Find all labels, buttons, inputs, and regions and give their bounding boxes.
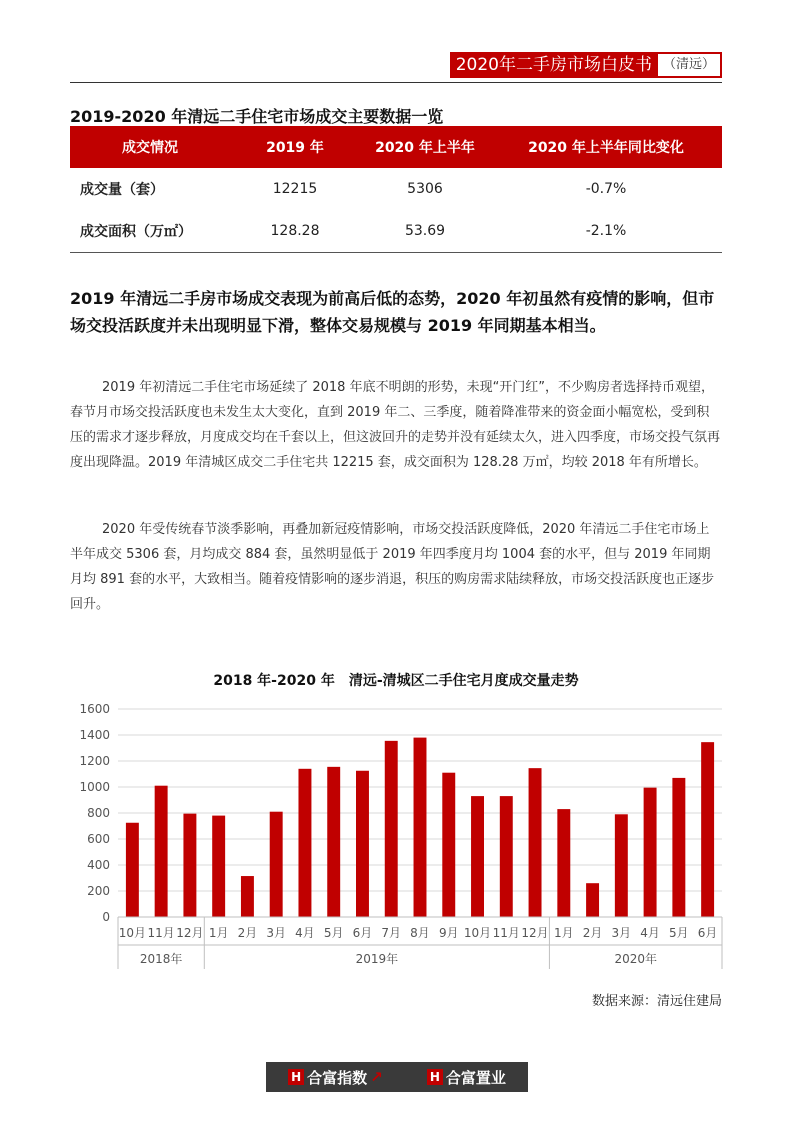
x-tick-label: 12月 — [521, 926, 549, 940]
brand-hopefluent-property — [427, 1067, 506, 1088]
table-title: 2019-2020 年清远二手住宅市场成交主要数据一览 — [70, 107, 444, 126]
bar — [155, 786, 168, 917]
header-city: （清远） — [658, 52, 722, 78]
y-tick-label: 1000 — [79, 780, 110, 794]
x-tick-label: 4月 — [640, 926, 660, 940]
bar — [356, 771, 369, 917]
logo-mark-icon: H — [427, 1069, 443, 1085]
x-tick-label: 3月 — [266, 926, 287, 940]
x-tick-label: 5月 — [323, 926, 344, 940]
bar — [471, 796, 484, 917]
x-tick-label: 12月 — [176, 926, 204, 940]
y-tick-label: 1400 — [79, 728, 110, 742]
bar — [672, 778, 685, 917]
table-header-cell: 2019 年 — [230, 126, 360, 168]
x-tick-label: 9月 — [438, 926, 459, 940]
x-tick-label: 2月 — [582, 926, 603, 940]
summary-table — [70, 126, 722, 253]
x-tick-label: 11月 — [147, 926, 175, 940]
bar — [385, 741, 398, 917]
header-badge — [450, 52, 722, 78]
chart-title: 2018 年-2020 年 清远-清城区二手住宅月度成交量走势 — [213, 673, 579, 689]
body-paragraph: 2020 年受传统春节淡季影响，再叠加新冠疫情影响，市场交投活跃度降低，2020 年清远二手住宅市场上半年成交 5306 套，月均成交 884 套，虽然明显低于 2019 年四季度月均 1004 套的水平，但与 2019 年同期月均 891 套的水平，大致相当。随着疫情影响的逐步消退，积压的购房需求陆续释放，市场交投活跃度也正逐步回升。 — [70, 522, 715, 612]
brand-name: 合富指数 — [307, 1068, 368, 1087]
y-tick-label: 200 — [87, 884, 110, 898]
x-tick-label: 1月 — [553, 926, 574, 940]
y-tick-label: 1200 — [79, 754, 110, 768]
table-header-cell: 2020 年上半年同比变化 — [490, 126, 722, 168]
x-tick-label: 8月 — [410, 926, 430, 940]
bar — [615, 814, 628, 917]
chart-x-axis — [118, 917, 722, 969]
bar — [212, 816, 225, 917]
table-row — [70, 168, 722, 210]
bar — [270, 812, 283, 917]
x-tick-label: 2月 — [237, 926, 258, 940]
y-tick-label: 800 — [87, 806, 110, 820]
table-cell: 53.69 — [360, 210, 490, 253]
x-group-label: 2019年 — [355, 952, 399, 966]
bar — [557, 809, 570, 917]
x-tick-label: 3月 — [611, 926, 632, 940]
logo-mark-icon: H — [288, 1069, 304, 1085]
table-header-row — [70, 126, 722, 168]
x-group-label: 2020年 — [614, 952, 657, 966]
lead-paragraph: 2019 年清远二手房市场成交表现为前高后低的态势，2020 年初虽然有疫情的影响，但市场交投活跃度并未出现明显下滑，整体交易规模与 2019 年同期基本相当。 — [70, 289, 715, 335]
table-cell: 5306 — [407, 181, 443, 197]
y-tick-label: 600 — [87, 832, 110, 846]
x-tick-label: 6月 — [697, 926, 718, 940]
table-cell: 128.28 — [230, 210, 360, 253]
x-tick-label: 11月 — [492, 926, 520, 940]
bar — [414, 738, 427, 917]
table-cell: 成交面积（万㎡） — [70, 210, 230, 253]
x-tick-label: 1月 — [208, 926, 229, 940]
data-source: 数据来源：清远住建局 — [591, 994, 722, 1009]
x-tick-label: 10月 — [463, 926, 492, 940]
table-cell: -2.1% — [490, 210, 722, 253]
x-tick-label: 4月 — [295, 926, 315, 940]
x-tick-label: 10月 — [118, 926, 147, 940]
x-tick-label: 5月 — [669, 926, 689, 940]
bar — [183, 814, 196, 917]
bar — [126, 823, 139, 917]
table-header-cell: 2020 年上半年 — [360, 126, 490, 168]
table-cell: 成交量（套） — [80, 182, 164, 198]
x-tick-label: 6月 — [352, 926, 373, 940]
bar — [586, 883, 599, 917]
trend-arrow-icon: ↗ — [370, 1068, 383, 1086]
bar — [442, 773, 455, 917]
bar — [644, 788, 657, 917]
bar — [241, 876, 254, 917]
chart-y-axis — [79, 702, 110, 924]
page-header — [70, 52, 722, 83]
chart-bars — [126, 738, 714, 917]
bar — [701, 742, 714, 917]
y-tick-label: 400 — [87, 858, 110, 872]
brand-hopefluent-index — [288, 1067, 383, 1088]
y-tick-label: 1600 — [79, 702, 110, 716]
x-tick-label: 7月 — [381, 926, 402, 940]
table-cell: 12215 — [272, 181, 318, 197]
table-cell: -0.7% — [585, 181, 627, 197]
body-paragraph: 2019 年初清远二手住宅市场延续了 2018 年底不明朗的形势，未现“开门红”，不少购房者选择持币观望，春节月市场交投活跃度也未发生太大变化，直到 2019 年二、三季度，随着降准带来的资金面小幅宽松，受到积压的需求才逐步释放，月度成交均在千套以上，但这波回升的走势并没有延续太久，进入四季度，市场交投气氛再度出现降温。2019 年清城区成交二手住宅共 12215 套，成交面积为 128.28 万㎡，均较 2018 年有所增长。 — [70, 380, 721, 470]
y-tick-label: 0 — [102, 910, 110, 924]
brand-name: 合富置业 — [445, 1068, 506, 1087]
table-row — [70, 210, 722, 253]
x-group-label: 2018年 — [139, 952, 183, 966]
table-header-cell: 成交情况 — [70, 126, 230, 168]
header-title: 2020年二手房市场白皮书 — [450, 52, 658, 78]
bar — [500, 796, 513, 917]
footer-logo — [266, 1062, 528, 1092]
bar — [529, 768, 542, 917]
bar — [298, 769, 311, 917]
bar — [327, 767, 340, 917]
monthly-volume-chart — [60, 660, 730, 980]
